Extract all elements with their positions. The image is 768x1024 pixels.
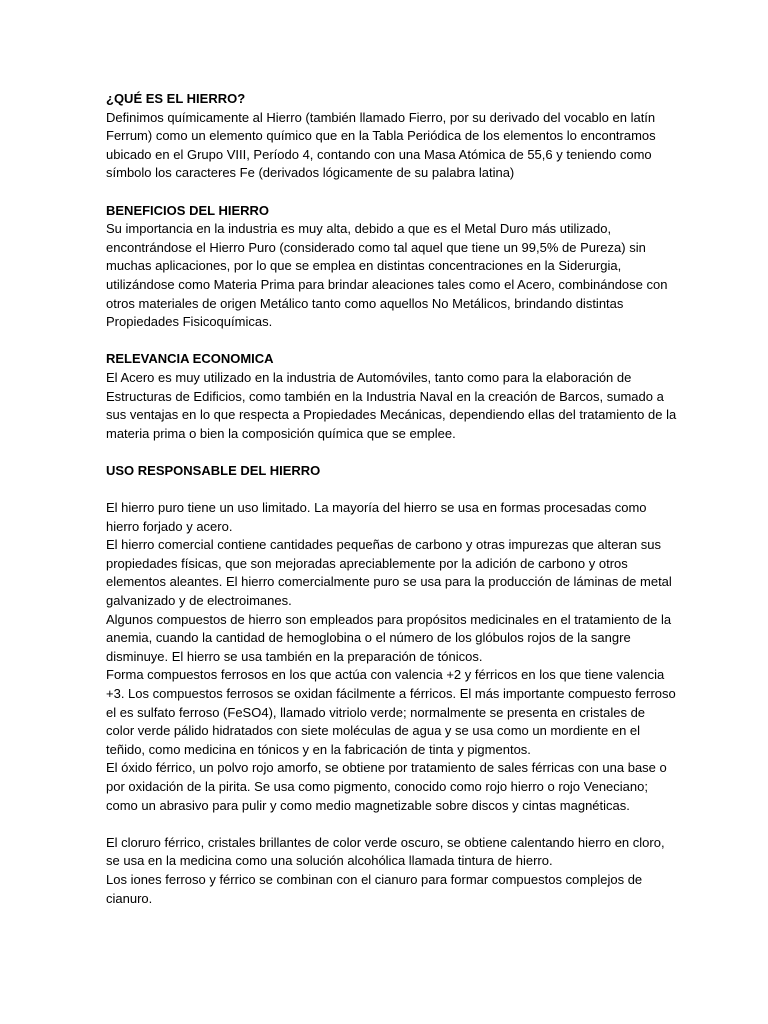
paragraph-line: Forma compuestos ferrosos en los que actúa con valencia +2 y férricos en los que tiene valencia: [106, 667, 665, 683]
paragraph-line: por oxidación de la pirita. Se usa como pigmento, conocido como rojo hierro o rojo Veneciano;: [106, 778, 648, 794]
paragraph-line: Algunos compuestos de hierro son empleados para propósitos medicinales en el tratamiento de la: [106, 611, 672, 627]
paragraph-line: +3. Los compuestos ferrosos se oxidan fácilmente a férricos. El más importante compuesto ferroso: [106, 686, 676, 701]
paragraph-line: El Acero es muy utilizado en la industria de Automóviles, tanto como para la elaboración de: [106, 369, 632, 385]
paragraph-spacer: [106, 443, 662, 462]
paragraph-spacer: [106, 480, 662, 499]
section-que-es-el-hierro: [106, 90, 662, 183]
paragraph-line: El cloruro férrico, cristales brillantes de color verde oscuro, se obtiene calentando hierro en cloro,: [106, 834, 665, 850]
paragraph-line: color verde pálido hidratados con siete moléculas de agua y se usa como un mordiente en el: [106, 723, 641, 739]
paragraph-line: sus ventajas en lo que respecta a Propiedades Mecánicas, dependiendo ellas del tratamiento de la: [106, 407, 677, 423]
paragraph-line: galvanizado y de electroimanes.: [106, 593, 292, 609]
paragraph-spacer: [106, 815, 662, 834]
paragraph-line: anemia, cuando la cantidad de hemoglobina o el número de los glóbulos rojos de la sangre: [106, 630, 631, 646]
paragraph-line: utilizándose como Materia Prima para brindar aleaciones tales como el Acero, combinándose con: [106, 276, 668, 292]
paragraph-line: disminuye. El hierro se usa también en la preparación de tónicos.: [106, 648, 483, 664]
paragraph-line: Los iones ferroso y férrico se combinan con el cianuro para formar compuestos complejos de: [106, 871, 643, 887]
paragraph-line: Su importancia en la industria es muy alta, debido a que es el Metal Duro más utilizado,: [106, 221, 612, 237]
paragraph-line: materia prima o bien la composición química que se emplee.: [106, 425, 456, 441]
section-uso-responsable: [106, 462, 662, 481]
paragraph-line: El hierro comercial contiene cantidades pequeñas de carbono y otras impurezas que alteran sus: [106, 537, 661, 553]
paragraph-line: se usa en la medicina como una solución alcohólica llamada tintura de hierro.: [106, 853, 553, 869]
paragraph-line: El óxido férrico, un polvo rojo amorfo, se obtiene por tratamiento de sales férricas con una base o: [106, 760, 667, 776]
section-beneficios-del-hierro: [106, 202, 668, 332]
paragraph-line: ubicado en el Grupo VIII, Período 4, contando con una Masa Atómica de 55,6 y teniendo como: [106, 146, 652, 162]
section-heading: BENEFICIOS DEL HIERRO: [106, 202, 270, 218]
paragraph-line: símbolo los caracteres Fe (derivados lógicamente de su palabra latina): [106, 165, 515, 181]
paragraph-line: Ferrum) como un elemento químico que en la Tabla Periódica de los elementos lo encontramos: [106, 128, 656, 144]
paragraph-line: hierro forjado y acero.: [106, 518, 233, 534]
paragraph-line: encontrándose el Hierro Puro (considerado como tal aquel que tiene un 99,5% de Pureza) sin: [106, 239, 646, 255]
paragraph-line: el es sulfato ferroso (FeSO4), llamado vitriolo verde; normalmente se presenta en cristales de: [106, 704, 646, 720]
body-paragraph: [106, 499, 676, 815]
body-paragraph: [106, 834, 665, 908]
paragraph-line: como un abrasivo para pulir y como medio magnetizable sobre discos y cintas magnéticas.: [106, 797, 630, 813]
document-page: [106, 90, 677, 908]
paragraph-line: elementos aleantes. El hierro comercialmente puro se usa para la producción de láminas de metal: [106, 574, 672, 590]
paragraph-line: muchas aplicaciones, por lo que se emplea en distintas concentraciones en la Siderurgia,: [106, 258, 622, 274]
section-heading: ¿QUÉ ES EL HIERRO?: [106, 91, 246, 106]
section-relevancia-economica: [106, 350, 677, 443]
paragraph-spacer: [106, 332, 662, 351]
paragraph-line: Estructuras de Edificios, como también en la Industria Naval en la creación de Barcos, sumado a: [106, 388, 664, 404]
paragraph-line: El hierro puro tiene un uso limitado. La mayoría del hierro se usa en formas procesadas como: [106, 500, 647, 516]
paragraph-spacer: [106, 183, 662, 202]
paragraph-line: cianuro.: [106, 890, 153, 906]
paragraph-line: Propiedades Fisicoquímicas.: [106, 314, 273, 330]
section-heading: RELEVANCIA ECONOMICA: [106, 351, 274, 367]
paragraph-line: teñido, como medicina en tónicos y en la fabricación de tinta y pigmentos.: [106, 741, 531, 757]
section-heading: USO RESPONSABLE DEL HIERRO: [106, 462, 321, 478]
paragraph-line: propiedades físicas, que son mejoradas apreciablemente por la adición de carbono y otros: [106, 555, 628, 571]
paragraph-line: Definimos químicamente al Hierro (también llamado Fierro, por su derivado del vocablo en latín: [106, 109, 656, 125]
paragraph-line: otros materiales de origen Metálico tanto como aquellos No Metálicos, brindando distintas: [106, 295, 624, 311]
